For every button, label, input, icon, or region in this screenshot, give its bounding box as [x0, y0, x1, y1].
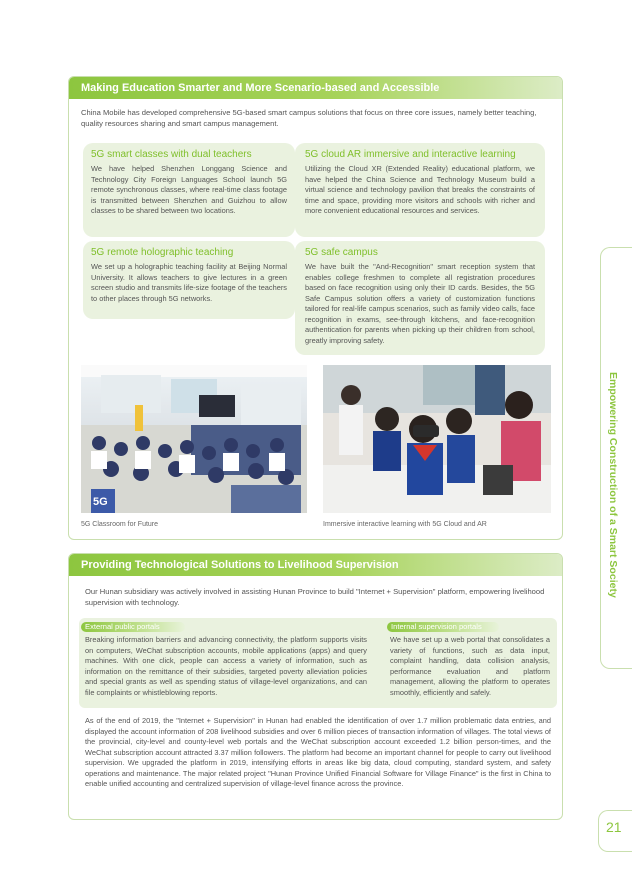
- photo-caption: Immersive interactive learning with 5G Cloud and AR: [323, 521, 487, 528]
- panel-body: We have helped Shenzhen Longgang Science and Technology City Foreign Languages School launch 5G remote synchronous classes, where real-time class footage is transmitted between Shenzhen and Guizhou to allow classes to be shared between two locations.: [91, 164, 287, 215]
- section-intro: China Mobile has developed comprehensive 5G-based smart campus solutions that focus on three core issues, namely better teaching, quality resources sharing and smart campus management.: [81, 108, 537, 128]
- panel-body: Utilizing the Cloud XR (Extended Reality) educational platform, we have helped the China Science and Technology Museum build a virtual science and technology pavilion that breaks the constraints of time and space, providing more visitors and schools with richer and more convenient educational resources and services.: [305, 164, 535, 215]
- internal-portals-label: Internal supervision portals: [387, 622, 499, 632]
- panel-title: 5G remote holographic teaching: [91, 247, 234, 258]
- panel-title: 5G smart classes with dual teachers: [91, 149, 252, 160]
- panel-safe-campus: [295, 241, 545, 355]
- panel-body: We set up a holographic teaching facility at Beijing Normal University. It allows teachers to give lectures in a green screen studio and transmits life-size footage of the teachers to other places through 5G networks.: [91, 262, 287, 303]
- livelihood-section: [68, 553, 563, 820]
- section-title: Making Education Smarter and More Scenario-based and Accessible: [69, 77, 562, 99]
- photo-caption: 5G Classroom for Future: [81, 521, 159, 528]
- chapter-title: Empowering Construction of a Smart Society: [607, 372, 619, 598]
- panel-holographic: [83, 241, 295, 319]
- section-title: Providing Technological Solutions to Livelihood Supervision: [69, 554, 562, 576]
- section-intro: Our Hunan subsidiary was actively involved in assisting Hunan Province to build "Internet + Supervision" platform, empowering livelihood supervision with technology.: [85, 587, 545, 607]
- page-number: 21: [606, 819, 622, 835]
- panel-body: We have built the "And-Recognition" smart reception system that enables college freshmen to complete all registration procedures based on face recognition using only their ID cards. Besides, the 5G Safe Campus solution offers a variety of customization functions tailored for real-life campus scenarios, such as family video calls, face recognition in exams, see-through kitchens, and face-recognition authentication for parents when picking up their children from school, greatly improving safety.: [305, 262, 535, 345]
- external-portals-label: External public portals: [81, 622, 185, 632]
- external-portals-body: Breaking information barriers and advancing connectivity, the platform supports visits on computers, WeChat subscription accounts, mobile applications (apps) and query machines. With one click, people can access a variety of information, such as information on the remittance of their subsidies, targeted poverty alleviation policies and special grants as well as spending status of village-level organizations, and can file complaints or whistleblowing reports.: [85, 635, 367, 697]
- classroom-photo: [81, 365, 307, 513]
- panel-title: 5G safe campus: [305, 247, 378, 258]
- summary-paragraph: As of the end of 2019, the "Internet + Supervision" in Hunan had enabled the identification of over 1.7 million problematic data entries, and displayed the account information of 208 livelihood subsidies and over 6 million pieces of transaction information of villages. The total views of the provincial, city-level and county-level web portals and the WeChat subscription account exceeded 1.2 billion person-times, and the WeChat subscription account attracted 3.37 million followers. The platform had become an important channel for people to carry out livelihood supervision. We upgraded the platform in 2019, intensifying efforts in areas like big data, cloud computing, standard system, and safety operations and maintenance. The major related project "Hunan Province Unified Financial Software for Village Finance" is the first in China to enable unified accounting and centralized supervision of village-level finance across the province.: [85, 716, 551, 788]
- photo-5g-text: 5G: [93, 496, 108, 508]
- panel-title: 5G cloud AR immersive and interactive learning: [305, 149, 516, 160]
- ar-learning-photo: [323, 365, 551, 513]
- panel-smart-classes: [83, 143, 295, 237]
- education-section: [68, 76, 563, 540]
- internal-portals-body: We have set up a web portal that consolidates a variety of functions, such as data input, complaint handling, data collision analysis, performance evaluation and platform management, allowing the platform to operates smoothly, efficiently and safely.: [390, 635, 550, 697]
- panel-cloud-ar: [295, 143, 545, 237]
